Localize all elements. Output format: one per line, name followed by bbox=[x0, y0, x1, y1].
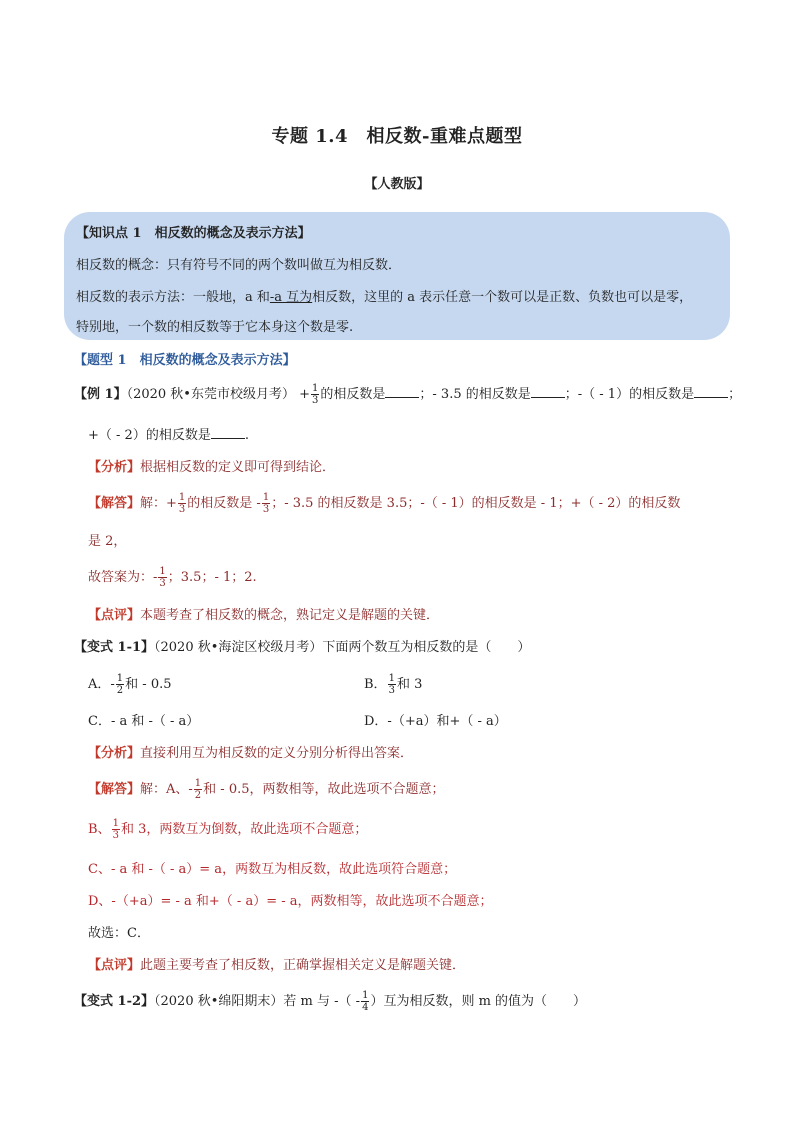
knowledge-heading: 【知识点 1 相反数的概念及表示方法】 bbox=[76, 226, 311, 241]
variant11-option-d: D．-（+a）和+（ - a） bbox=[364, 714, 507, 729]
knowledge-point-box bbox=[64, 212, 730, 340]
variant11-question: 【变式 1-1】（2020 秋•海淀区校级月考）下面两个数互为相反数的是（ ） bbox=[74, 640, 531, 655]
answer-blank bbox=[531, 387, 565, 398]
variant11-option-b: B． $\frac{1}{3}$ 和 3 bbox=[364, 673, 423, 696]
example1-final-answer: 故答案为：- $\frac{1}{3}$ ；3.5；- 1；2. bbox=[88, 566, 257, 589]
example1-answer-line2: 是 2， bbox=[88, 534, 127, 549]
variant11-option-a: A．- $\frac{1}{2}$ 和 - 0.5 bbox=[88, 673, 172, 696]
answer-blank bbox=[694, 387, 728, 398]
example1-answer: 【解答】解：+ $\frac{1}{3}$ 的相反数是 - $\frac{1}{3}$ ；- 3.5 的相反数是 3.5；-（ - 1）的相反数是 - 1；+（ - 2）的相反数 bbox=[88, 492, 681, 515]
variant12-question: 【变式 1-2】（2020 秋•绵阳期末）若 m 与 -（ - $\frac{1}{4}$ ）互为相反数，则 m 的值为（ ） bbox=[74, 990, 587, 1013]
type1-heading: 【题型 1 相反数的概念及表示方法】 bbox=[74, 353, 296, 368]
answer-blank bbox=[211, 428, 245, 439]
answer-blank bbox=[385, 387, 419, 398]
variant11-option-c: C．- a 和 -（ - a） bbox=[88, 714, 200, 729]
example1-comment: 【点评】本题考查了相反数的概念，熟记定义是解题的关键． bbox=[88, 608, 440, 623]
example1-question-line2: +（ - 2）的相反数是 . bbox=[88, 428, 249, 443]
page-title: 专题 1.4 相反数-重难点题型 bbox=[271, 126, 523, 147]
example1-analysis: 【分析】根据相反数的定义即可得到结论． bbox=[88, 460, 336, 475]
variant11-answer-c: C、- a 和 -（ - a）= a，两数互为相反数，故此选项符合题意； bbox=[88, 862, 457, 877]
variant11-answer-d: D、-（+a）= - a 和+（ - a）= - a，两数相等，故此选项不合题意； bbox=[88, 894, 493, 909]
variant11-choice: 故选：C． bbox=[88, 926, 150, 941]
edition-label: 【人教版】 bbox=[364, 177, 430, 192]
knowledge-definition: 相反数的概念：只有符号不同的两个数叫做互为相反数． bbox=[76, 258, 402, 273]
variant11-comment: 【点评】此题主要考查了相反数，正确掌握相关定义是解题关键． bbox=[88, 958, 466, 973]
variant11-answer-b: B、 $\frac{1}{3}$ 和 3，两数互为倒数，故此选项不合题意； bbox=[88, 818, 368, 841]
variant11-answer: 【解答】解：A、- $\frac{1}{2}$ 和 - 0.5，两数相等，故此选项不合题意； bbox=[88, 778, 445, 801]
knowledge-zero-note: 特别地，一个数的相反数等于它本身这个数是零. bbox=[76, 320, 354, 335]
example1-question: 【例 1】（2020 秋•东莞市校级月考） + $\frac{1}{3}$ 的相反数是 ；- 3.5 的相反数是 ；-（ - 1）的相反数是 ； bbox=[74, 383, 742, 406]
fraction-one-third: $\frac{1}{3}$ bbox=[312, 383, 319, 406]
variant11-analysis: 【分析】直接利用互为相反数的定义分别分析得出答案． bbox=[88, 746, 414, 761]
knowledge-notation: 相反数的表示方法：一般地，a 和-a 互为相反数，这里的 a 表示任意一个数可以是正数、负数也可以是零， bbox=[76, 290, 693, 305]
